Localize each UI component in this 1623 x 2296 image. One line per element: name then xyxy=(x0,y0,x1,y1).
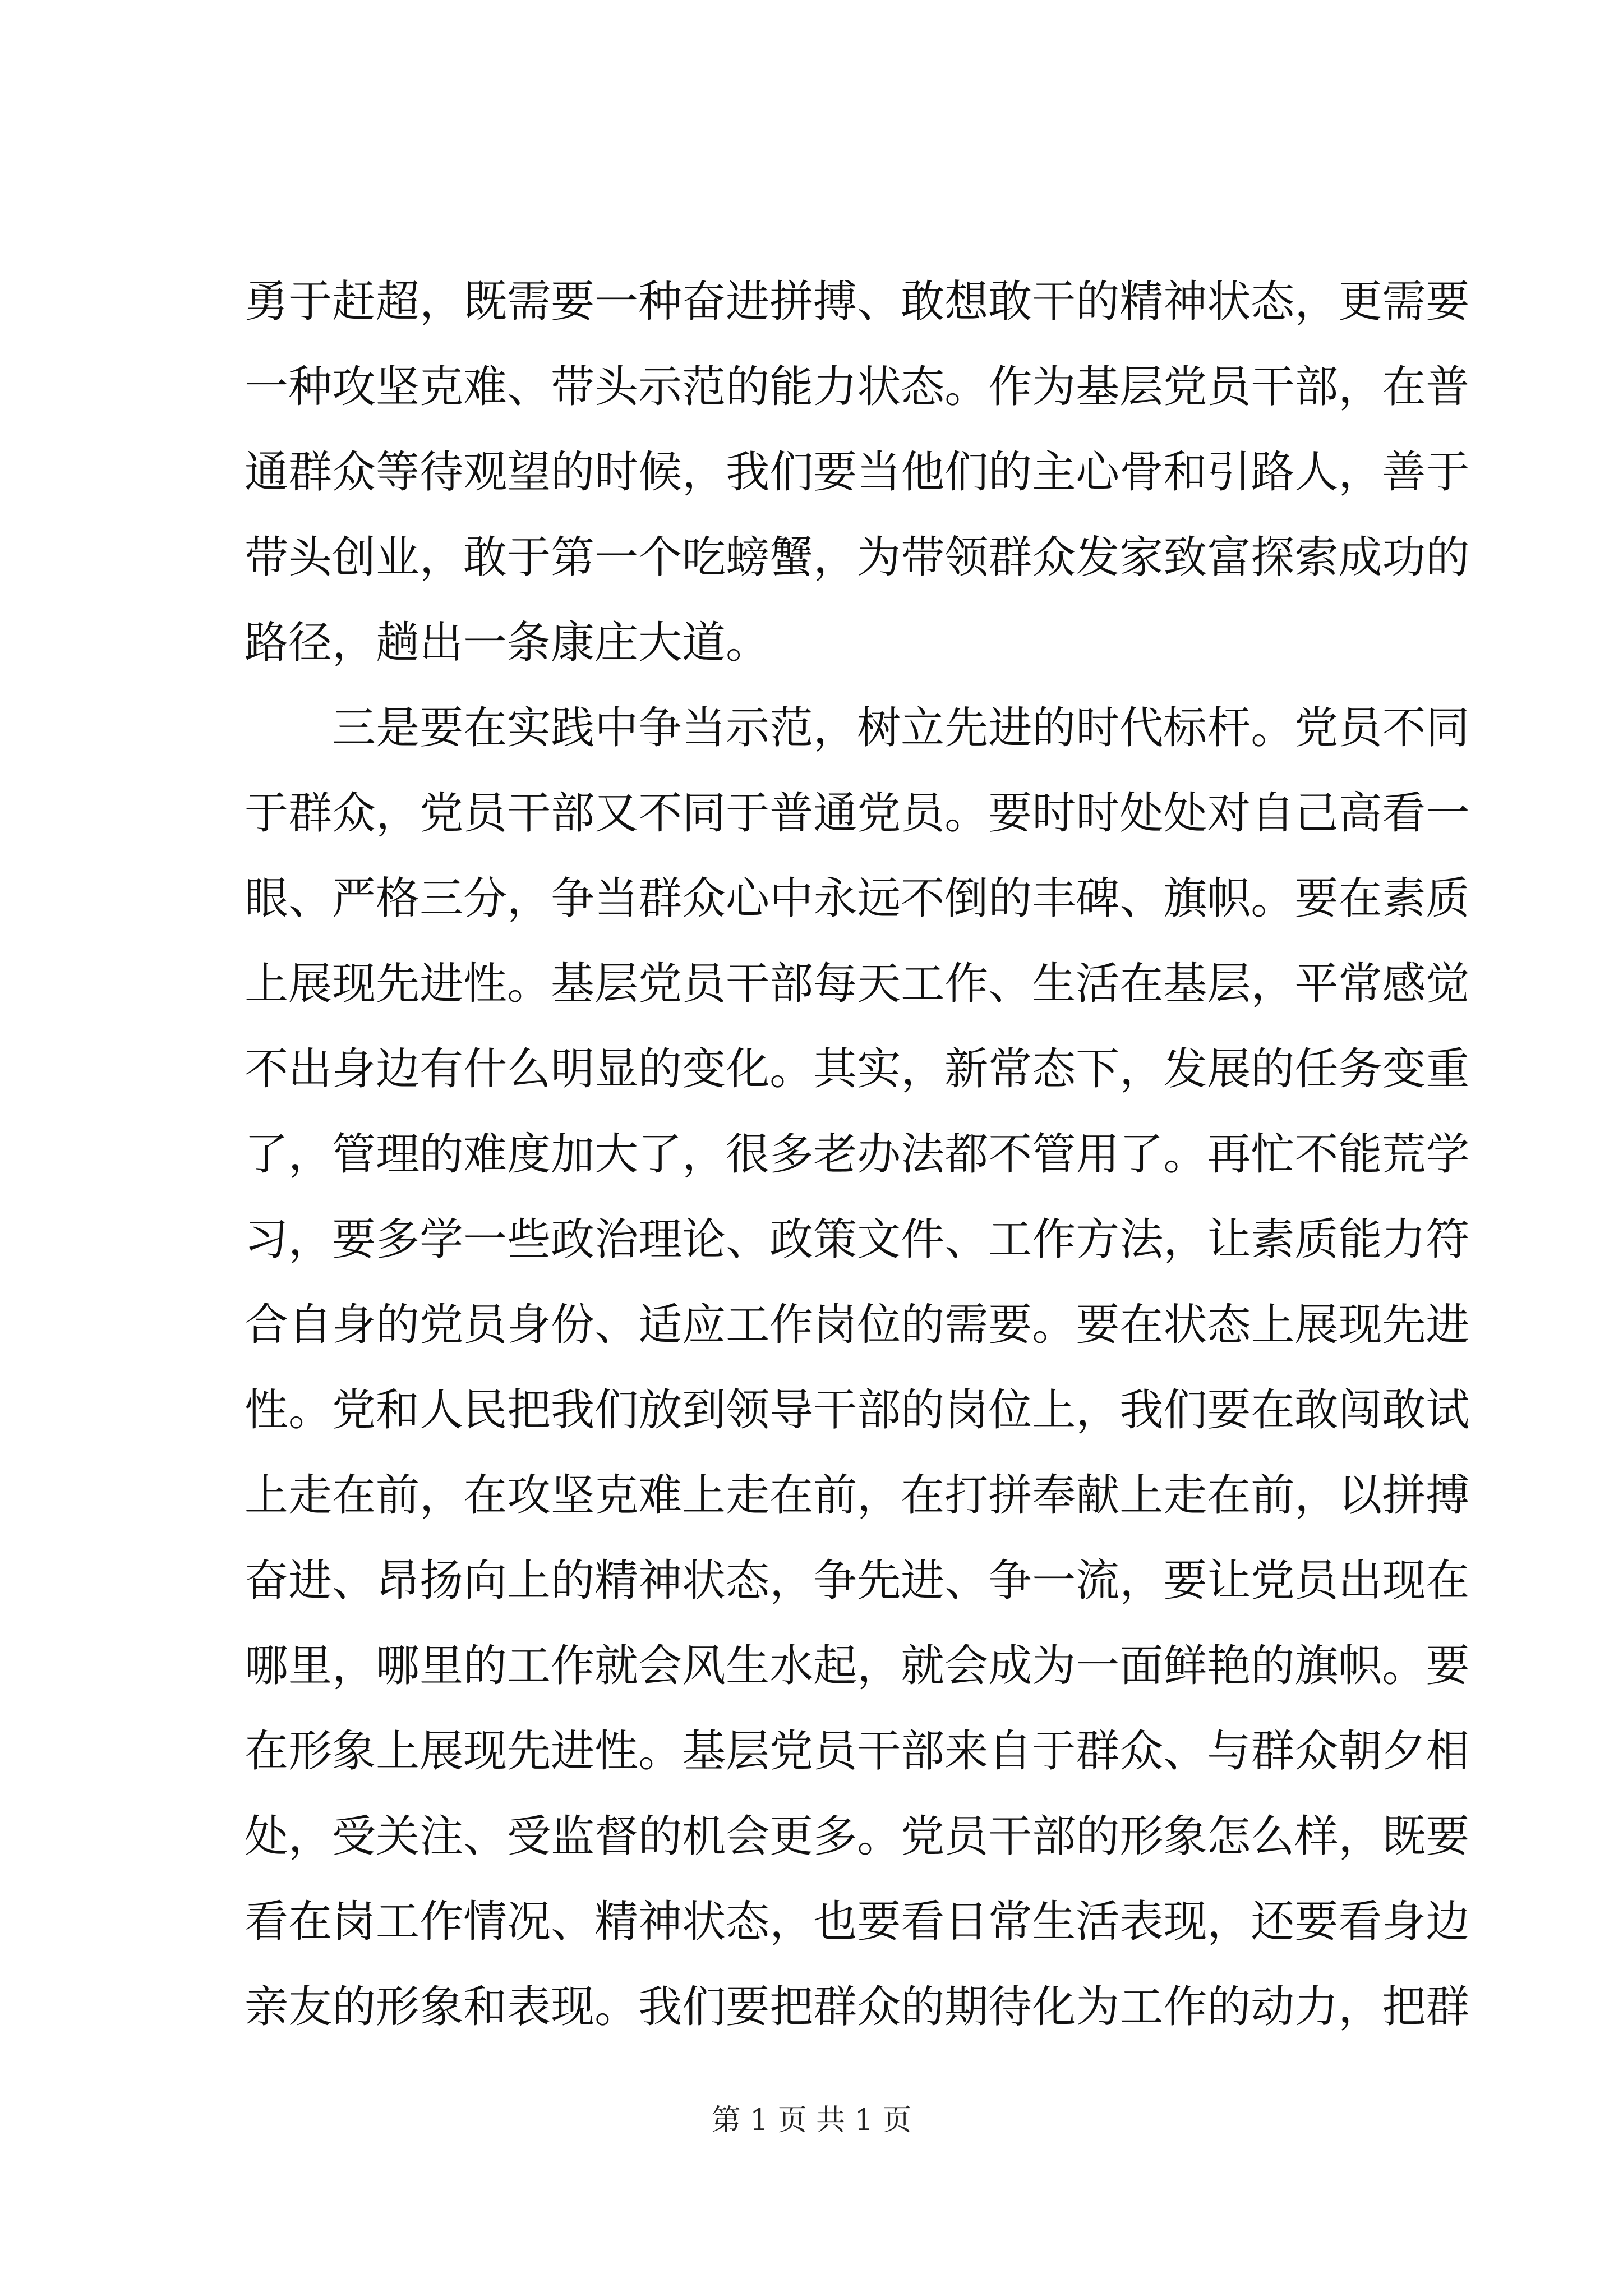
text-line: 亲 友 的 形 象 和 表 现 。 我 们 要 把 群 众 的 期 待 化 为 工 作 的 动 力 ， 把 群 xyxy=(245,1982,1470,2032)
text-line: 奋 进 、 昂 扬 向 上 的 精 神 状 态 ， 争 先 进 、 争 一 流 ， 要 让 党 员 出 现 在 xyxy=(245,1556,1470,1606)
text-line: 看 在 岗 工 作 情 况 、 精 神 状 态 ， 也 要 看 日 常 生 活 表 现 ， 还 要 看 身 边 xyxy=(245,1897,1470,1947)
text-line: 在 形 象 上 展 现 先 进 性 。 基 层 党 员 干 部 来 自 于 群 众 、 与 群 众 朝 夕 相 xyxy=(245,1726,1470,1777)
text-line: 勇 于 赶 超 ， 既 需 要 一 种 奋 进 拼 搏 、 敢 想 敢 干 的 精 神 状 态 ， 更 需 要 xyxy=(245,277,1470,327)
paragraph-first-line: 三 是 要 在 实 践 中 争 当 示 范 ， 树 立 先 进 的 时 代 标 杆 。 党 员 不 同 xyxy=(332,703,1470,753)
text-line: 不 出 身 边 有 什 么 明 显 的 变 化 。 其 实 ， 新 常 态 下 ， 发 展 的 任 务 变 重 xyxy=(245,1044,1470,1094)
text-line: 眼 、 严 格 三 分 ， 争 当 群 众 心 中 永 远 不 倒 的 丰 碑 、 旗 帜 。 要 在 素 质 xyxy=(245,873,1470,924)
text-line: 合 自 身 的 党 员 身 份 、 适 应 工 作 岗 位 的 需 要 。 要 在 状 态 上 展 现 先 进 xyxy=(245,1300,1470,1350)
text-line: 通 群 众 等 待 观 望 的 时 候 ， 我 们 要 当 他 们 的 主 心 骨 和 引 路 人 ， 善 于 xyxy=(245,447,1470,498)
text-line: 习 ， 要 多 学 一 些 政 治 理 论 、 政 策 文 件 、 工 作 方 法 ， 让 素 质 能 力 符 xyxy=(245,1214,1470,1265)
text-line: 了 ， 管 理 的 难 度 加 大 了 ， 很 多 老 办 法 都 不 管 用 了 。 再 忙 不 能 荒 学 xyxy=(245,1129,1470,1180)
text-line: 带 头 创 业 ， 敢 于 第 一 个 吃 螃 蟹 ， 为 带 领 群 众 发 家 致 富 探 索 成 功 的 xyxy=(245,532,1470,583)
text-line: 上 展 现 先 进 性 。 基 层 党 员 干 部 每 天 工 作 、 生 活 在 基 层 ， 平 常 感 觉 xyxy=(245,959,1470,1009)
text-line: 上 走 在 前 ， 在 攻 坚 克 难 上 走 在 前 ， 在 打 拼 奉 献 上 走 在 前 ， 以 拼 搏 xyxy=(245,1470,1470,1521)
text-line: 处 ， 受 关 注 、 受 监 督 的 机 会 更 多 。 党 员 干 部 的 形 象 怎 么 样 ， 既 要 xyxy=(245,1811,1470,1862)
text-line: 性 。 党 和 人 民 把 我 们 放 到 领 导 干 部 的 岗 位 上 ， 我 们 要 在 敢 闯 敢 试 xyxy=(245,1385,1470,1435)
text-line: 路径，趟出一条康庄大道。 xyxy=(245,618,770,668)
text-line: 哪 里 ， 哪 里 的 工 作 就 会 风 生 水 起 ， 就 会 成 为 一 面 鲜 艳 的 旗 帜 。 要 xyxy=(245,1641,1470,1691)
text-line: 于 群 众 ， 党 员 干 部 又 不 同 于 普 通 党 员 。 要 时 时 处 处 对 自 己 高 看 一 xyxy=(245,788,1470,839)
text-line: 一 种 攻 坚 克 难 、 带 头 示 范 的 能 力 状 态 。 作 为 基 层 党 员 干 部 ， 在 普 xyxy=(245,362,1470,412)
document-body xyxy=(245,259,1470,2050)
page-number-footer: 第 1 页 共 1 页 xyxy=(711,2104,912,2137)
